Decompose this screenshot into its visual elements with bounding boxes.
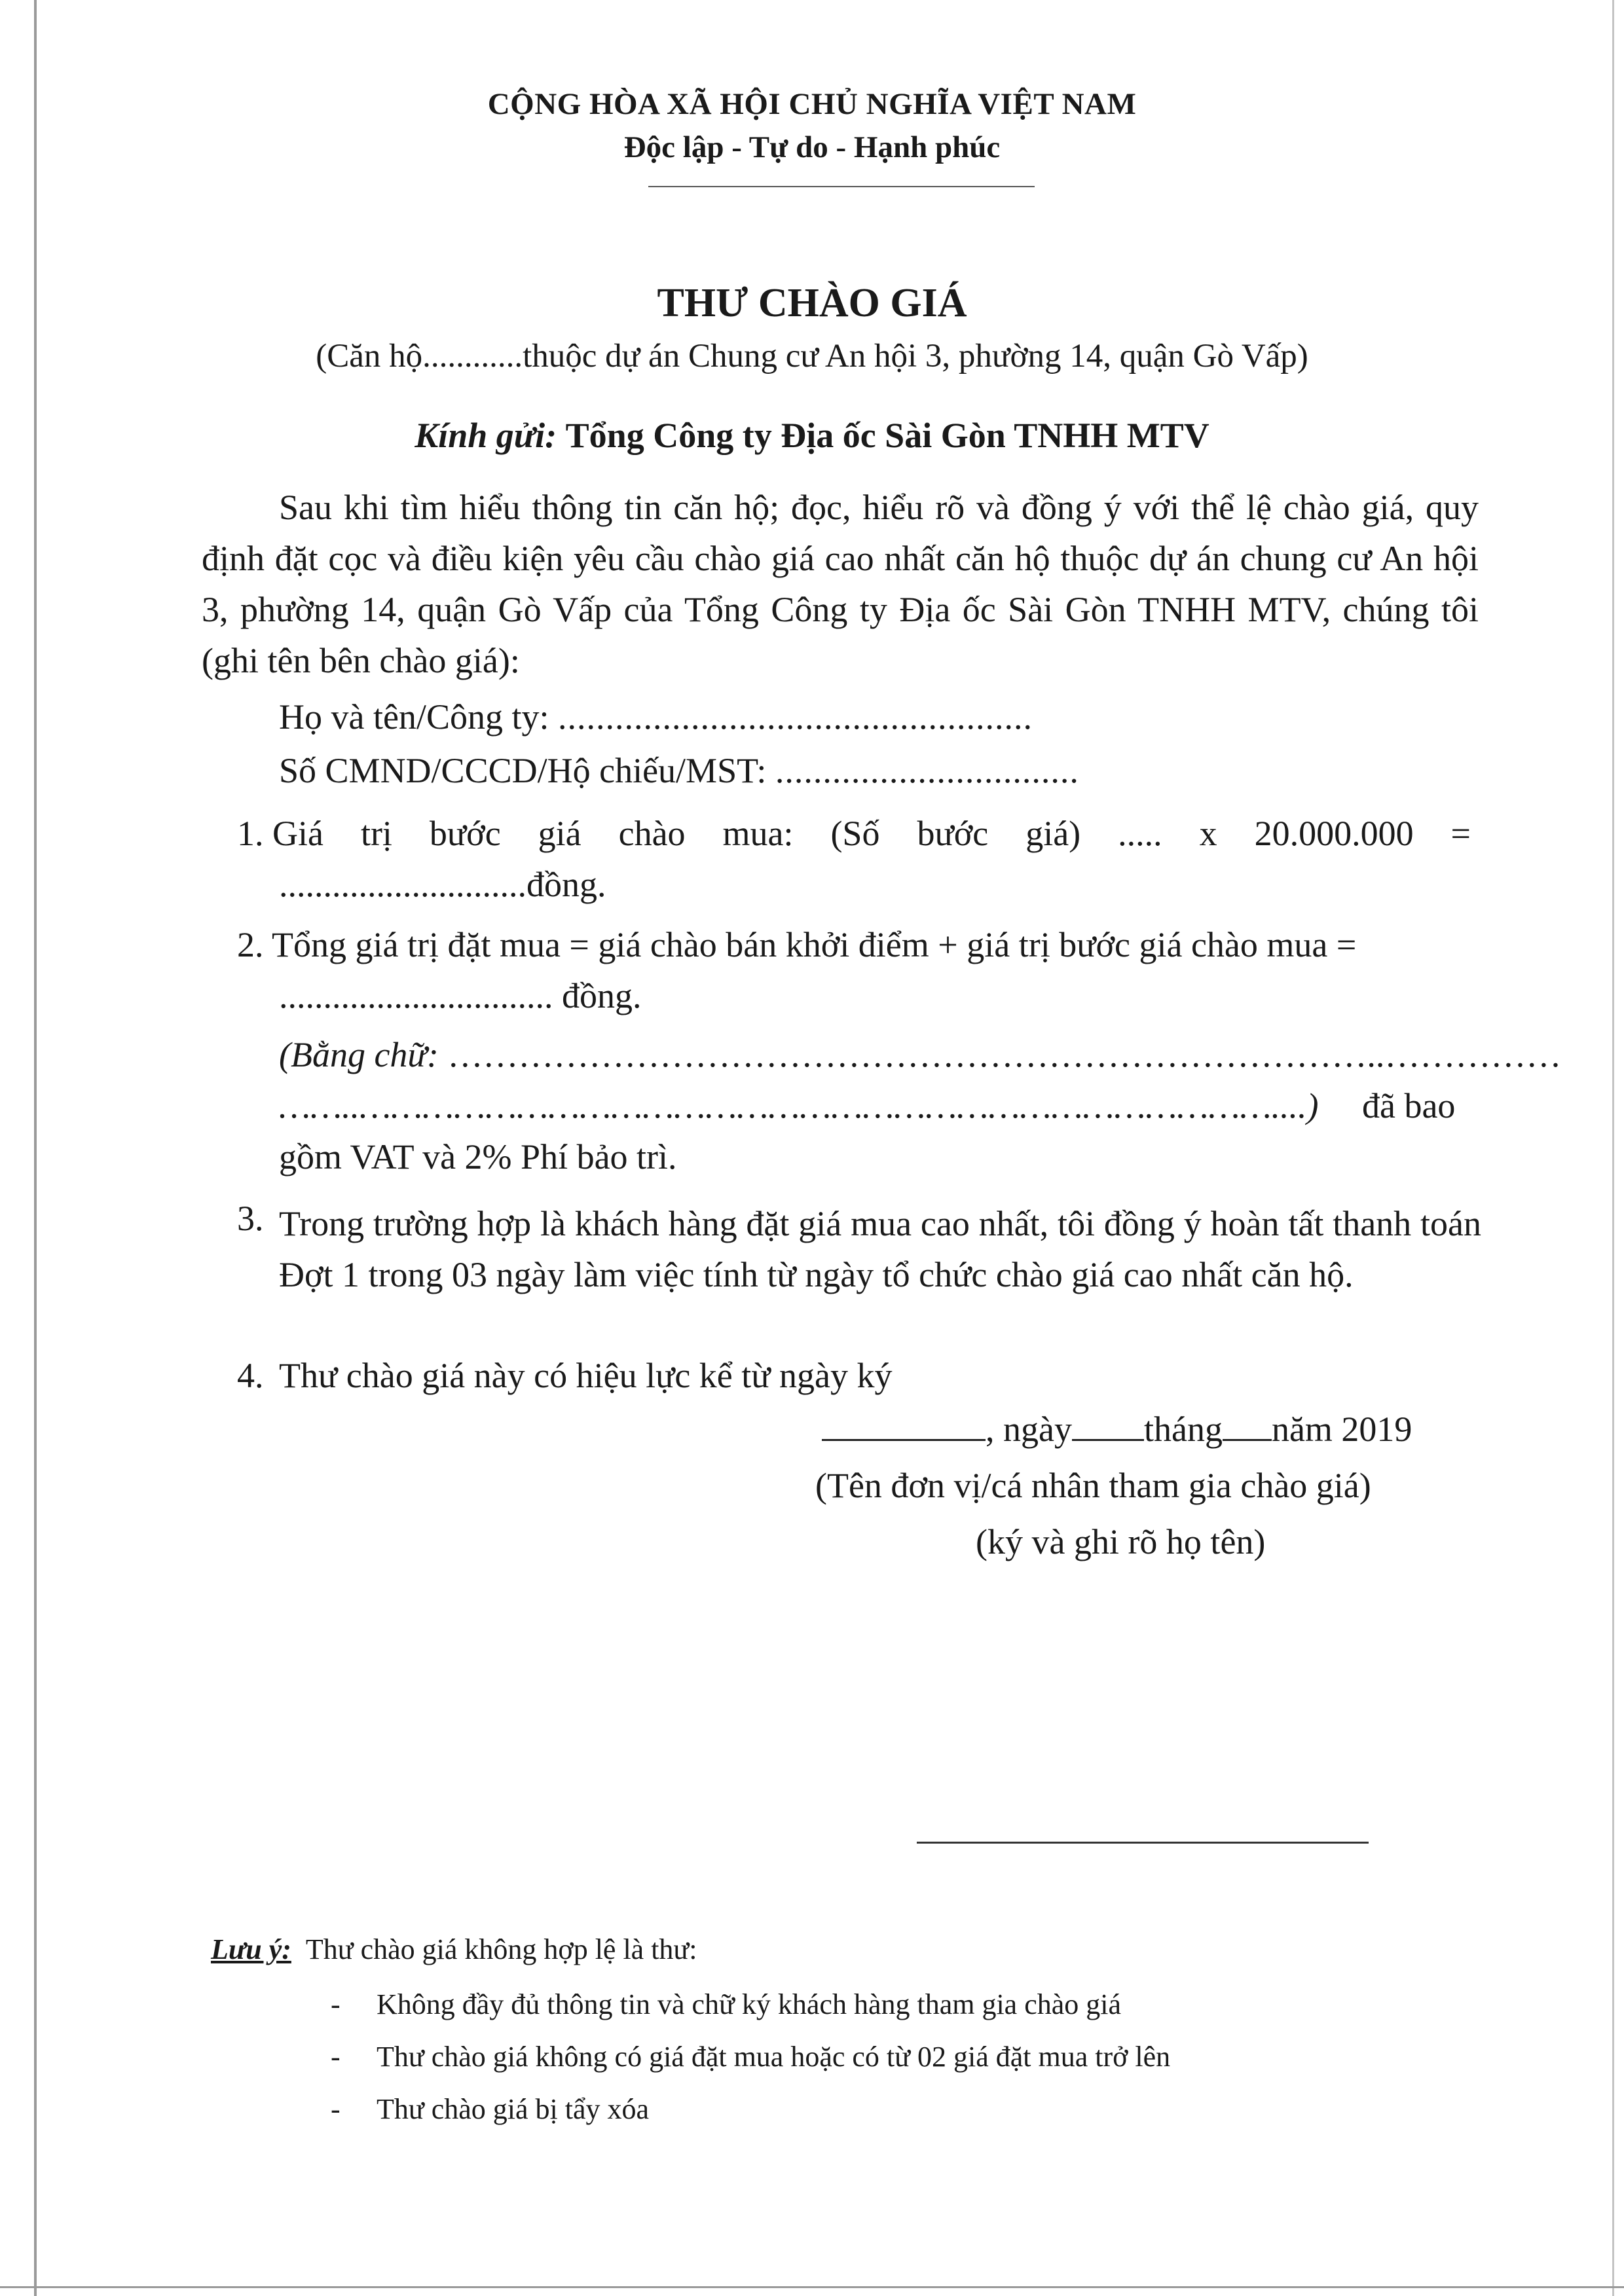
date-year-label: năm 2019 bbox=[1271, 1410, 1412, 1449]
item-1-number: 1. bbox=[237, 814, 264, 853]
document-subtitle: (Căn hộ............thuộc dự án Chung cư An hội 3, phường 14, quận Gò Vấp) bbox=[316, 338, 1308, 374]
item-4-number: 4. bbox=[237, 1356, 264, 1395]
recipient-org: Tổng Công ty Địa ốc Sài Gòn TNHH MTV bbox=[565, 416, 1209, 455]
document-title: THƯ CHÀO GIÁ bbox=[657, 281, 967, 325]
item-2-line-1 bbox=[237, 924, 1481, 965]
note-bullet: - bbox=[331, 2041, 341, 2073]
item-4-text: Thư chào giá này có hiệu lực kể từ ngày ký bbox=[279, 1356, 893, 1395]
signature-date-line bbox=[822, 1406, 1412, 1449]
note-item-2: Thư chào giá không có giá đặt mua hoặc có từ 02 giá đặt mua trở lên bbox=[377, 2041, 1171, 2073]
id-field bbox=[279, 750, 1079, 791]
name-field-blank[interactable]: .................................................. bbox=[557, 697, 1033, 737]
note-label: Lưu ý: bbox=[211, 1933, 291, 1965]
signature-instruction: (ký và ghi rõ họ tên) bbox=[976, 1522, 1266, 1561]
motto-underline bbox=[648, 186, 1035, 187]
item-3-text: Trong trường hợp là khách hàng đặt giá mua cao nhất, tôi đồng ý hoàn tất thanh toán Đợt 1 trong 03 ngày làm việc tính từ ngày tổ chức chào giá cao nhất căn hộ. bbox=[279, 1204, 1481, 1294]
recipient-line bbox=[0, 415, 1624, 456]
amount-in-words-blank-2[interactable]: ……..……………………………………………………………………………....) bbox=[279, 1086, 1319, 1125]
item-2-text: Tổng giá trị đặt mua = giá chào bán khởi điểm + giá trị bước giá chào mua = bbox=[272, 925, 1357, 964]
signature-line[interactable] bbox=[917, 1842, 1369, 1844]
item-2-words-line-2 bbox=[279, 1085, 1318, 1126]
item-2-line-5: gồm VAT và 2% Phí bảo trì. bbox=[279, 1137, 677, 1176]
place-blank[interactable] bbox=[822, 1406, 986, 1441]
note-header bbox=[211, 1933, 697, 1966]
national-title: CỘNG HÒA XÃ HỘI CHỦ NGHĨA VIỆT NAM bbox=[487, 87, 1137, 121]
item-1-line-1 bbox=[237, 813, 1481, 854]
date-day-label: , ngày bbox=[986, 1410, 1072, 1449]
name-field-label: Họ và tên/Công ty: bbox=[279, 697, 549, 737]
note-bullet: - bbox=[331, 2093, 341, 2125]
national-motto: Độc lập - Tự do - Hạnh phúc bbox=[623, 130, 1001, 164]
item-1-text: Giá trị bước giá chào mua: (Số bước giá) ..... x 20.000.000 = bbox=[272, 814, 1471, 853]
note-intro: Thư chào giá không hợp lệ là thư: bbox=[305, 1933, 697, 1965]
item-2-words-line-1 bbox=[279, 1034, 1562, 1075]
amount-in-words-label: (Bằng chữ: bbox=[279, 1035, 439, 1074]
day-blank[interactable] bbox=[1072, 1406, 1144, 1441]
note-item-3: Thư chào giá bị tẩy xóa bbox=[377, 2093, 650, 2125]
amount-in-words-blank-1[interactable]: ……………………………………………………………………..…………… bbox=[447, 1035, 1562, 1074]
recipient-label: Kính gửi: bbox=[415, 416, 557, 455]
item-1-line-2[interactable]: ............................đồng. bbox=[279, 865, 606, 904]
date-month-label: tháng bbox=[1143, 1410, 1223, 1449]
id-field-blank[interactable]: ................................ bbox=[775, 751, 1079, 790]
item-2-number: 2. bbox=[237, 925, 264, 964]
intro-paragraph: Sau khi tìm hiểu thông tin căn hộ; đọc, hiểu rõ và đồng ý với thể lệ chào giá, quy định đặt cọc và điều kiện yêu cầu chào giá cao nhất căn hộ thuộc dự án chung cư An hội 3, phường 14, quận Gò Vấp của Tổng Công ty Địa ốc Sài Gòn TNHH MTV, chúng tôi (ghi tên bên chào giá): bbox=[202, 488, 1479, 680]
item-2-words-tail: đã bao bbox=[1362, 1086, 1456, 1125]
name-field bbox=[279, 697, 1033, 737]
month-blank[interactable] bbox=[1223, 1406, 1272, 1441]
id-field-label: Số CMND/CCCD/Hộ chiếu/MST: bbox=[279, 751, 767, 790]
note-bullet: - bbox=[331, 1988, 341, 2020]
item-2-line-2[interactable]: ............................... đồng. bbox=[279, 976, 642, 1015]
note-item-1: Không đầy đủ thông tin và chữ ký khách hàng tham gia chào giá bbox=[377, 1988, 1122, 2020]
signatory-name-line: (Tên đơn vị/cá nhân tham gia chào giá) bbox=[815, 1466, 1371, 1505]
scan-edge-bottom bbox=[0, 2286, 1624, 2288]
item-3-number: 3. bbox=[237, 1199, 264, 1238]
